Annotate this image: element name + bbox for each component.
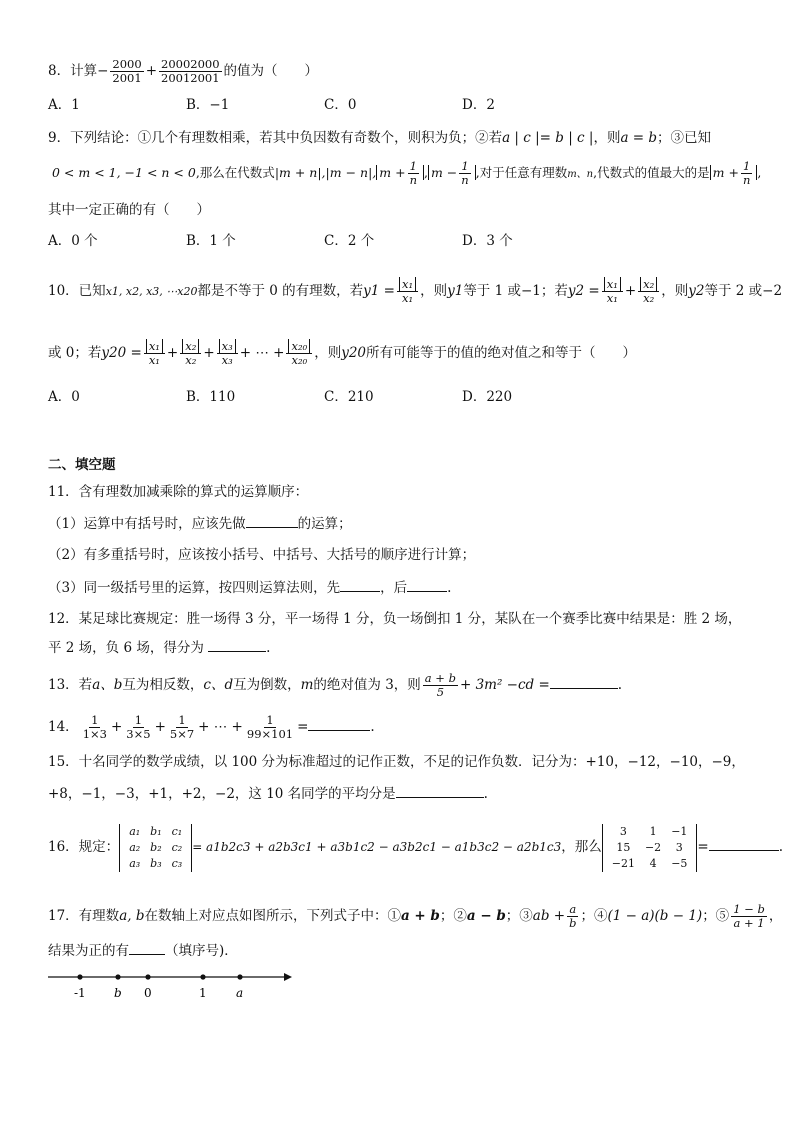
option-a: A．0 个 (48, 233, 98, 249)
numerator: 1 (409, 159, 417, 173)
text: ， (768, 908, 783, 924)
answer-blank[interactable] (396, 783, 484, 798)
text: 的绝对值为 3，则 (313, 677, 421, 693)
denominator: n (742, 173, 751, 187)
math: a, b (119, 908, 145, 924)
text: （填序号)． (165, 943, 238, 959)
label-a: a (236, 986, 244, 1000)
question-11-sub2: （2）有多重括号时，应该按小括号、中括号、大括号的顺序进行计算； (48, 547, 476, 563)
text: 13．若 (48, 677, 93, 693)
label-neg1: -1 (74, 986, 86, 1000)
denominator: 3×5 (126, 727, 151, 741)
math: y2 = (567, 283, 600, 299)
answer-blank[interactable] (709, 836, 779, 851)
numerator: a (569, 902, 577, 916)
text: ，则 (420, 283, 448, 299)
text: （3）同一级括号里的运算，按四则运算法则，先 (48, 580, 341, 596)
point-b (115, 974, 120, 979)
question-12-line1: 12．某足球比赛规定：胜一场得 3 分，平一场得 1 分，负一场倒扣 1 分，某队在一个赛季比赛中结果是：胜 2 场， (48, 611, 742, 627)
numerator: 1 (461, 159, 469, 173)
option-d: D．2 (462, 97, 495, 113)
text: . (483, 786, 488, 802)
question-11-stem: 11．含有理数加减乘除的算式的运算顺序： (48, 484, 309, 500)
text: 所有可能等于的值的绝对值之和等于（ ） (366, 345, 637, 361)
math: a + b (400, 908, 440, 924)
math: y1 = (363, 283, 395, 299)
denominator: 99×101 (246, 727, 294, 741)
text: ，后 (380, 580, 408, 596)
numerator: 1 (742, 159, 751, 173)
math: y2 (688, 283, 705, 299)
plus-sign: + (145, 63, 157, 79)
question-15-line2 (48, 783, 488, 804)
math: y1 (447, 283, 464, 299)
fraction (567, 903, 578, 930)
text: 平 2 场，负 6 场，得分为 (48, 640, 204, 656)
math: m − (430, 165, 458, 180)
text: ，那么 (561, 839, 602, 855)
text: ，则 (314, 345, 342, 361)
option-a: A．1 (48, 97, 80, 113)
q8-suffix: 的值为（ ） (223, 63, 319, 79)
abs-expr (428, 159, 476, 187)
fraction (168, 714, 196, 741)
text: . (370, 719, 375, 735)
text: ,对于任意有理数 (475, 165, 568, 180)
fraction: $\frac{\text{x₁}}{\text{x₁}}$ (144, 340, 165, 367)
text: . (617, 677, 623, 693)
text: 16．规定： (48, 839, 120, 855)
fraction: $\frac{\text{x₁}}{\text{x₁}}$ (602, 278, 623, 305)
denominator: 5 (436, 685, 445, 699)
math: 0 < m < 1, −1 < n < 0 (52, 165, 196, 180)
answer-blank[interactable] (340, 577, 380, 592)
fraction (741, 160, 752, 187)
label-1: 1 (199, 986, 207, 1000)
number-line (40, 965, 300, 1005)
text: 的运算； (297, 516, 352, 532)
math: m、n (567, 169, 594, 180)
fraction (408, 160, 419, 187)
denominator: 20012001 (161, 71, 220, 85)
question-9-line1 (48, 128, 711, 148)
text: ；③已知 (657, 130, 712, 146)
fraction (245, 714, 295, 741)
question-12-line2 (48, 637, 270, 658)
question-17-line2 (48, 940, 238, 961)
denominator: n (409, 173, 417, 187)
answer-blank[interactable] (308, 716, 370, 731)
label-0: 0 (144, 986, 152, 1000)
math: ab + (532, 908, 566, 924)
fraction (81, 714, 109, 741)
determinant: a₁ b₁ c₁ a₂ b₂ c₂ a₃ b₃ c₃ (119, 824, 192, 872)
text: （1）运算中有括号时，应该先做 (48, 516, 246, 532)
q8-prefix: 8．计算 (48, 63, 98, 79)
numerator: 1 (134, 713, 143, 727)
question-10-line2: 或 0；若y20 = $\frac{\text{x₁}}{\text{x₁}}$ + $\frac{\text{x₂}}{\text{x₂}}$ + $\frac{\text{x₃}}{\text{x₃}}$ + ⋯ + $\frac{\text{x₂₀}}{\text{x₂₀}}$ ，则y20所有可能等于的值的绝对值之和等于（ ） (48, 339, 637, 367)
math: y20 (341, 345, 367, 361)
math: = a1b2c3 + a2b3c1 + a3b1c2 − a3b2c1 − a1b3c2 − a2b1c3 (192, 840, 562, 854)
option-c: C．210 (324, 389, 374, 405)
denominator: a + 1 (733, 916, 765, 930)
section-title: 二、填空题 (48, 457, 116, 473)
math: a、b (92, 677, 123, 693)
denominator: 1×3 (82, 727, 107, 741)
fraction (159, 58, 222, 85)
math: m + (379, 165, 406, 180)
point-0 (145, 974, 150, 979)
fraction: $\frac{\text{x₂₀}}{\text{x₂₀}}$ (286, 340, 312, 367)
question-9-line2: 0 < m < 1, −1 < n < 0,那么在代数式|m + n|,|m − n|, m + $\frac{1}{n}$ , m − $\frac{1}{n}$ ,对于任意有理数m、n,代数式的值最大的是 m + $\frac{1}{n}$ , (52, 159, 762, 187)
denominator: n (461, 173, 469, 187)
answer-blank[interactable] (550, 674, 618, 689)
math: m (300, 677, 314, 693)
answer-blank[interactable] (129, 940, 165, 955)
text: . (778, 839, 784, 855)
fraction (459, 160, 470, 187)
text: 在数轴上对应点如图所示，下列式子中：① (144, 908, 401, 924)
question-15-line1: 15．十名同学的数学成绩，以 100 分为标准超过的记作正数，不足的记作负数．记分为：+10，−12，−10，−9， (48, 754, 745, 770)
denominator: 5×7 (169, 727, 195, 741)
text: ；④ (580, 908, 608, 924)
answer-blank[interactable] (246, 513, 298, 528)
numerator: 20002000 (161, 57, 220, 71)
math: y20 = (101, 345, 142, 361)
text: ，则 (593, 130, 621, 146)
label-b: b (114, 986, 122, 1000)
text: 或 0；若 (48, 345, 102, 361)
question-13 (48, 672, 622, 699)
text: 都是不等于 0 的有理数，若 (197, 283, 364, 299)
fraction (124, 714, 152, 741)
option-b: B．1 个 (186, 233, 236, 249)
question-8-stem (48, 58, 318, 85)
text: 9．下列结论：①几个有理数相乘，若其中负因数有奇数个，则积为负；②若 (48, 130, 503, 146)
question-14 (48, 714, 375, 741)
point-a (237, 974, 242, 979)
abs-expr (710, 159, 758, 187)
fraction: $\frac{\text{x₂}}{\text{x₂}}$ (180, 340, 201, 367)
answer-blank[interactable] (208, 637, 266, 652)
text: ,代数式的值最大的是 (593, 165, 710, 180)
point-1 (200, 974, 205, 979)
text: 等于 2 或−2 (704, 283, 783, 299)
fraction (110, 58, 143, 85)
text: 互为相反数， (122, 677, 204, 693)
math: (1 − a)(b − 1) (607, 908, 703, 924)
math: a − b (466, 908, 506, 924)
text: 互为倒数， (233, 677, 301, 693)
math: |m + n|,|m − n|, (274, 165, 377, 180)
option-b: B．−1 (186, 97, 230, 113)
text: 10．已知 (48, 283, 106, 299)
equals-sign: = (697, 839, 709, 855)
ellipsis: + ⋯ + (198, 719, 243, 735)
denominator: b (569, 916, 577, 930)
text: 结果为正的有 (48, 943, 129, 959)
fraction: $\frac{\text{x₁}}{\text{x₁}}$ (397, 278, 418, 305)
text: ；③ (505, 908, 533, 924)
numerator: 1 (266, 713, 274, 727)
math: + 3m² −cd = (459, 677, 550, 693)
fraction (731, 903, 767, 930)
denominator: 2001 (112, 71, 142, 85)
question-16 (48, 818, 783, 876)
text: . (447, 580, 452, 596)
text: . (266, 640, 271, 656)
math: a | c |= b | c | (502, 130, 594, 146)
determinant: 3 1 −1 15 −2 3 −21 4 −5 (602, 824, 698, 872)
numerator: 1 (178, 713, 186, 727)
text: ；⑤ (702, 908, 730, 924)
question-17-line1 (48, 903, 782, 930)
question-9-line3: 其中一定正确的有（ ） (48, 202, 210, 218)
fraction (423, 672, 458, 699)
option-d: D．220 (462, 389, 513, 405)
math: m + (712, 165, 739, 180)
question-11-sub3 (48, 577, 451, 598)
text: 等于 1 或−1；若 (463, 283, 568, 299)
math: c、d (203, 677, 234, 693)
option-c: C．0 (324, 97, 357, 113)
abs-expr (376, 159, 424, 187)
question-11-sub1 (48, 513, 352, 534)
option-c: C．2 个 (324, 233, 375, 249)
text: 14． (48, 719, 79, 735)
answer-blank[interactable] (407, 577, 447, 592)
text: +8，−1，−3，+1，+2，−2，这 10 名同学的平均分是 (48, 786, 396, 802)
fraction: $\frac{\text{x₂}}{\text{x₂}}$ (638, 278, 659, 305)
fraction: $\frac{\text{x₃}}{\text{x₃}}$ (217, 340, 238, 367)
point-neg1 (77, 974, 82, 979)
math: a = b (620, 130, 658, 146)
text: ；② (439, 908, 467, 924)
axis-arrow (284, 973, 292, 981)
numerator: 1 (91, 713, 99, 727)
text: ,那么在代数式 (195, 165, 275, 180)
question-10-line1: 10．已知x1, x2, x3, ⋯x20都是不等于 0 的有理数，若y1 = $\frac{\text{x₁}}{\text{x₁}}$ ，则y1等于 1 或−1；若y2 = $\frac{\text{x₁}}{\text{x₁}}$ + $\frac{\text{x₂}}{\text{x₂}}$ ，则y2等于 2 或−2 (48, 277, 783, 305)
numerator: 1 − b (733, 902, 765, 916)
plus-sign: + (154, 719, 166, 735)
equals-sign: = (297, 719, 309, 735)
option-b: B．110 (186, 389, 236, 405)
option-a: A．0 (48, 389, 80, 405)
numerator: 2000 (112, 57, 142, 71)
option-d: D．3 个 (462, 233, 513, 249)
text: ，则 (661, 283, 689, 299)
math: x1, x2, x3, ⋯x20 (105, 285, 198, 298)
numerator: a + b (424, 671, 456, 685)
text: 17．有理数 (48, 908, 120, 924)
plus-sign: + (110, 719, 123, 735)
minus-sign: − (97, 63, 109, 79)
